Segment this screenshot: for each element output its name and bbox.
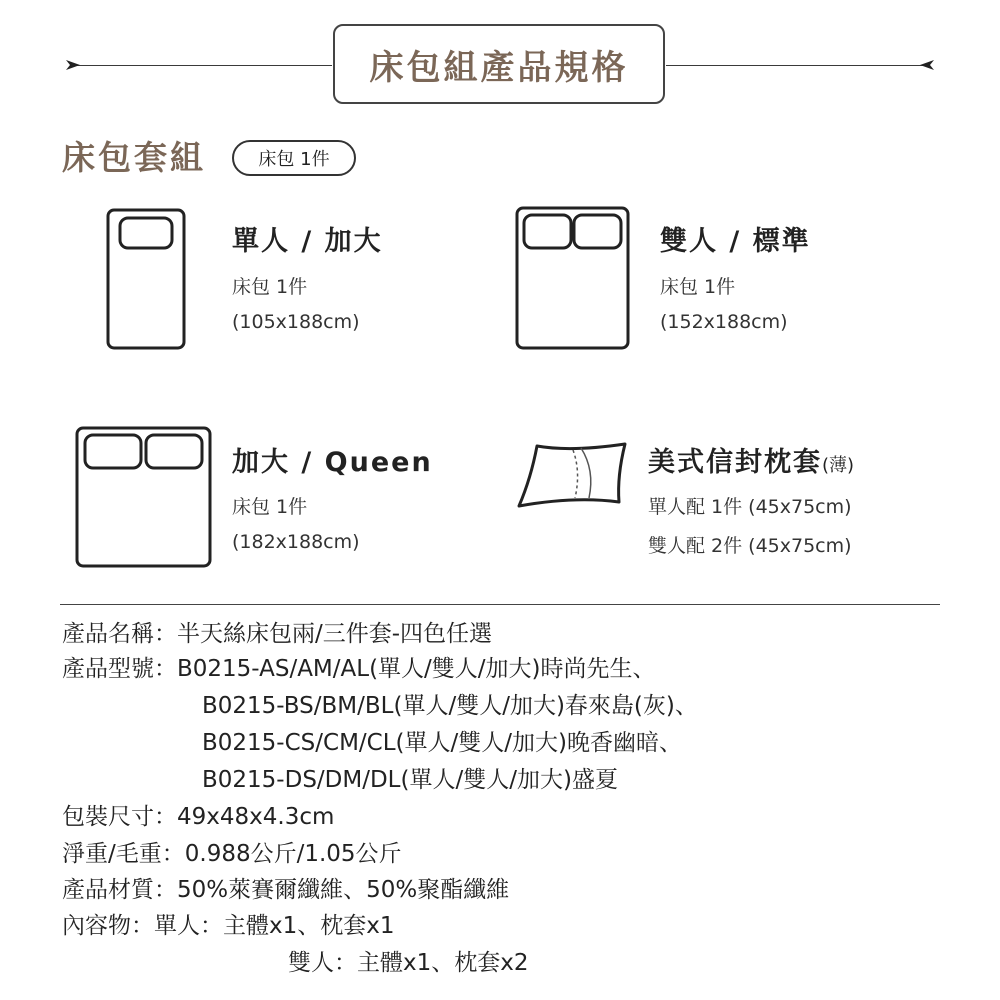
spec-model-value-3: B0215-CS/CM/CL(單人/雙人/加大)晚香幽暗、 xyxy=(202,730,682,756)
product-queen-qty: 床包 1件 xyxy=(232,496,308,518)
queen-bed-icon xyxy=(75,426,212,568)
arrow-right-icon xyxy=(66,59,80,71)
single-bed-icon xyxy=(106,208,186,350)
product-pillowcase-single: 單人配 1件 (45x75cm) xyxy=(648,496,852,518)
spec-material-value: 50%萊賽爾纖維、50%聚酯纖維 xyxy=(177,877,510,903)
spec-model-row xyxy=(62,658,656,681)
product-pillowcase-title-note: (薄) xyxy=(822,455,855,476)
spec-name-label: 產品名稱： xyxy=(62,621,177,647)
page-title: 床包組產品規格 xyxy=(369,47,629,88)
spec-contents-single: 單人：主體x1、枕套x1 xyxy=(154,913,395,939)
section-divider xyxy=(60,604,940,605)
spec-contents-label: 內容物： xyxy=(62,913,154,939)
spec-package-label: 包裝尺寸： xyxy=(62,804,177,830)
product-queen-size: (182x188cm) xyxy=(232,531,360,553)
spec-material-row xyxy=(62,879,509,902)
spec-package-row xyxy=(62,806,334,829)
spec-model-value-2: B0215-BS/BM/BL(單人/雙人/加大)春來島(灰)、 xyxy=(202,693,698,719)
arrow-left-icon xyxy=(920,59,934,71)
product-double-title: 雙人 / 標準 xyxy=(660,226,811,257)
product-pillowcase-title xyxy=(648,440,854,479)
product-double-qty: 床包 1件 xyxy=(660,276,736,298)
spec-model-label: 產品型號： xyxy=(62,656,177,682)
spec-contents-double: 雙人：主體x1、枕套x2 xyxy=(288,950,529,976)
header-rule-left xyxy=(70,65,332,66)
double-bed-icon xyxy=(515,206,630,350)
spec-model-value-1: B0215-AS/AM/AL(單人/雙人/加大)時尚先生、 xyxy=(177,656,656,682)
spec-contents-row xyxy=(62,915,395,938)
product-pillowcase-title-text: 美式信封枕套 xyxy=(648,447,822,478)
spec-package-value: 49x48x4.3cm xyxy=(177,804,335,830)
spec-model-value-4: B0215-DS/DM/DL(單人/雙人/加大)盛夏 xyxy=(202,767,618,793)
header-rule-right xyxy=(666,65,928,66)
product-single-size: (105x188cm) xyxy=(232,311,360,333)
product-double-size: (152x188cm) xyxy=(660,311,788,333)
spec-weight-row xyxy=(62,843,402,866)
set-pill-badge: 床包 1件 xyxy=(232,140,356,176)
spec-weight-value: 0.988公斤/1.05公斤 xyxy=(184,841,402,867)
product-pillowcase-double: 雙人配 2件 (45x75cm) xyxy=(648,535,852,557)
pillowcase-icon xyxy=(515,442,630,510)
product-single-title: 單人 / 加大 xyxy=(232,226,383,257)
set-heading: 床包套組 xyxy=(62,138,206,177)
spec-material-label: 產品材質： xyxy=(62,877,177,903)
page-title-box xyxy=(333,24,665,104)
spec-weight-label: 淨重/毛重： xyxy=(62,841,185,867)
product-single-qty: 床包 1件 xyxy=(232,276,308,298)
product-queen-title: 加大 / Queen xyxy=(232,447,433,478)
spec-name-value: 半天絲床包兩/三件套-四色任選 xyxy=(177,621,493,647)
spec-name-row xyxy=(62,623,492,646)
